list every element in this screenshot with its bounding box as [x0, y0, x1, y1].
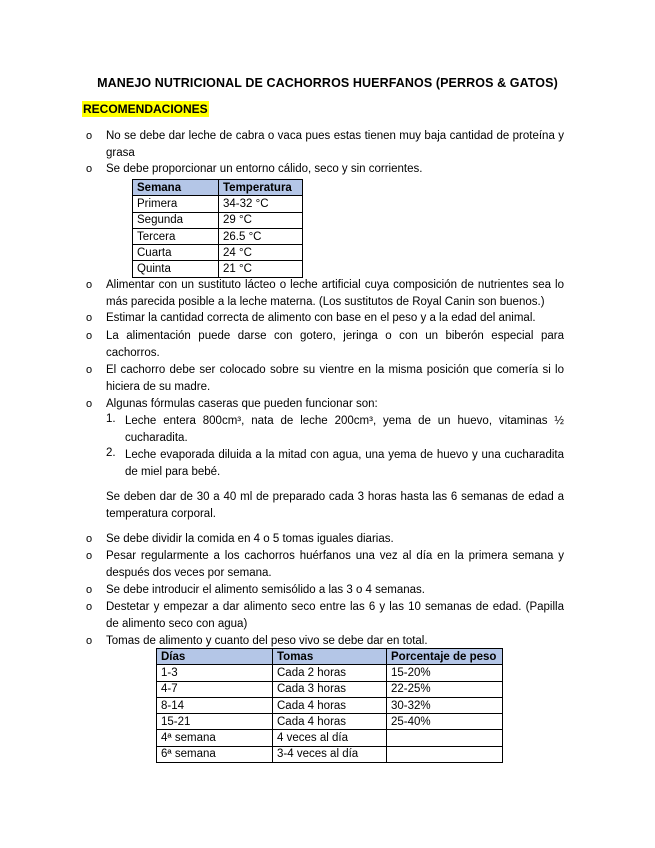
- table-cell: 25-40%: [387, 714, 503, 730]
- table-row: [133, 261, 303, 277]
- list-item: Tomas de alimento y cuanto del peso vivo se debe dar en total.: [106, 635, 428, 647]
- formula-number: 2.: [106, 447, 116, 459]
- table-row: [133, 196, 303, 212]
- table-row: [133, 212, 303, 228]
- table-header-cell: Tomas: [273, 649, 387, 665]
- table-cell: 24 °C: [219, 245, 303, 261]
- table-cell: 1-3: [157, 665, 273, 681]
- list-item: Se debe dividir la comida en 4 o 5 tomas iguales diarias.: [106, 533, 394, 545]
- table-cell: 6ª semana: [157, 746, 273, 762]
- bullet-marker: o: [86, 163, 93, 175]
- table-row: [157, 681, 503, 697]
- table-cell: Tercera: [133, 228, 219, 244]
- bullet-marker: o: [86, 279, 93, 291]
- feeding-table: [156, 648, 503, 763]
- table-cell: 22-25%: [387, 681, 503, 697]
- table-cell: Cada 4 horas: [273, 714, 387, 730]
- table-row: [157, 665, 503, 681]
- bullet-marker: o: [86, 533, 93, 545]
- list-item: Destetar y empezar a dar alimento seco entre las 6 y las 10 semanas de edad. (Papilla de alimento seco con agua): [106, 601, 564, 630]
- section-heading: RECOMENDACIONES: [83, 102, 208, 116]
- table-cell: 15-21: [157, 714, 273, 730]
- table-row: [157, 746, 503, 762]
- table-cell: [387, 746, 503, 762]
- table-cell: Cada 4 horas: [273, 697, 387, 713]
- table-row: [133, 245, 303, 261]
- table-cell: 4 veces al día: [273, 730, 387, 746]
- table-cell: 15-20%: [387, 665, 503, 681]
- table-header-row: [133, 180, 303, 196]
- list-item: El cachorro debe ser colocado sobre su vientre en la misma posición que comería si lo hiciera de su madre.: [106, 364, 564, 393]
- list-item: Se debe introducir el alimento semisólido a las 3 o 4 semanas.: [106, 584, 425, 596]
- table-cell: Primera: [133, 196, 219, 212]
- table-cell: 4-7: [157, 681, 273, 697]
- temperature-table: [132, 179, 303, 278]
- bullet-marker: o: [86, 130, 93, 142]
- table-cell: 26.5 °C: [219, 228, 303, 244]
- table-row: [157, 730, 503, 746]
- list-item: Pesar regularmente a los cachorros huérfanos una vez al día en la primera semana y después dos veces por semana.: [106, 550, 564, 579]
- table-cell: Cada 2 horas: [273, 665, 387, 681]
- formula-item: Leche evaporada diluida a la mitad con agua, una yema de huevo y una cucharadita de miel para bebé.: [125, 449, 564, 478]
- bullet-marker: o: [86, 312, 93, 324]
- bullet-marker: o: [86, 550, 93, 562]
- list-item: Estimar la cantidad correcta de alimento con base en el peso y a la edad del animal.: [106, 312, 536, 324]
- table-row: [157, 697, 503, 713]
- table-cell: [387, 730, 503, 746]
- table-cell: Segunda: [133, 212, 219, 228]
- formula-number: 1.: [106, 413, 116, 425]
- table-cell: 3-4 veces al día: [273, 746, 387, 762]
- formula-item: Leche entera 800cm³, nata de leche 200cm³, yema de un huevo, vitaminas ½ cucharadita.: [125, 415, 564, 444]
- table-row: [133, 228, 303, 244]
- table-cell: Cada 3 horas: [273, 681, 387, 697]
- document-title: MANEJO NUTRICIONAL DE CACHORROS HUERFANOS (PERROS & GATOS): [97, 76, 558, 90]
- table-cell: 21 °C: [219, 261, 303, 277]
- table-header-cell: Semana: [133, 180, 219, 196]
- bullet-marker: o: [86, 635, 93, 647]
- table-cell: Quinta: [133, 261, 219, 277]
- bullet-marker: o: [86, 601, 93, 613]
- list-item: Alimentar con un sustituto lácteo o leche artificial cuya composición de nutrientes sea lo más parecida posible a la leche materna. (Los sustitutos de Royal Canin son buenos.): [106, 279, 564, 308]
- table-header-cell: Porcentaje de peso: [387, 649, 503, 665]
- list-item: Se debe proporcionar un entorno cálido, seco y sin corrientes.: [106, 163, 423, 175]
- list-item: No se debe dar leche de cabra o vaca pues estas tienen muy baja cantidad de proteína y grasa: [106, 130, 564, 159]
- table-cell: 29 °C: [219, 212, 303, 228]
- table-cell: 8-14: [157, 697, 273, 713]
- table-cell: 30-32%: [387, 697, 503, 713]
- bullet-marker: o: [86, 364, 93, 376]
- table-row: [157, 714, 503, 730]
- table-header-cell: Días: [157, 649, 273, 665]
- list-item: La alimentación puede darse con gotero, jeringa o con un biberón especial para cachorros.: [106, 330, 564, 359]
- formula-note: Se deben dar de 30 a 40 ml de preparado cada 3 horas hasta las 6 semanas de edad a temperatura corporal.: [106, 491, 564, 520]
- table-header-cell: Temperatura: [219, 180, 303, 196]
- table-cell: 34-32 °C: [219, 196, 303, 212]
- bullet-marker: o: [86, 584, 93, 596]
- table-cell: 4ª semana: [157, 730, 273, 746]
- bullet-marker: o: [86, 330, 93, 342]
- table-cell: Cuarta: [133, 245, 219, 261]
- bullet-marker: o: [86, 398, 93, 410]
- table-header-row: [157, 649, 503, 665]
- list-item: Algunas fórmulas caseras que pueden funcionar son:: [106, 398, 378, 410]
